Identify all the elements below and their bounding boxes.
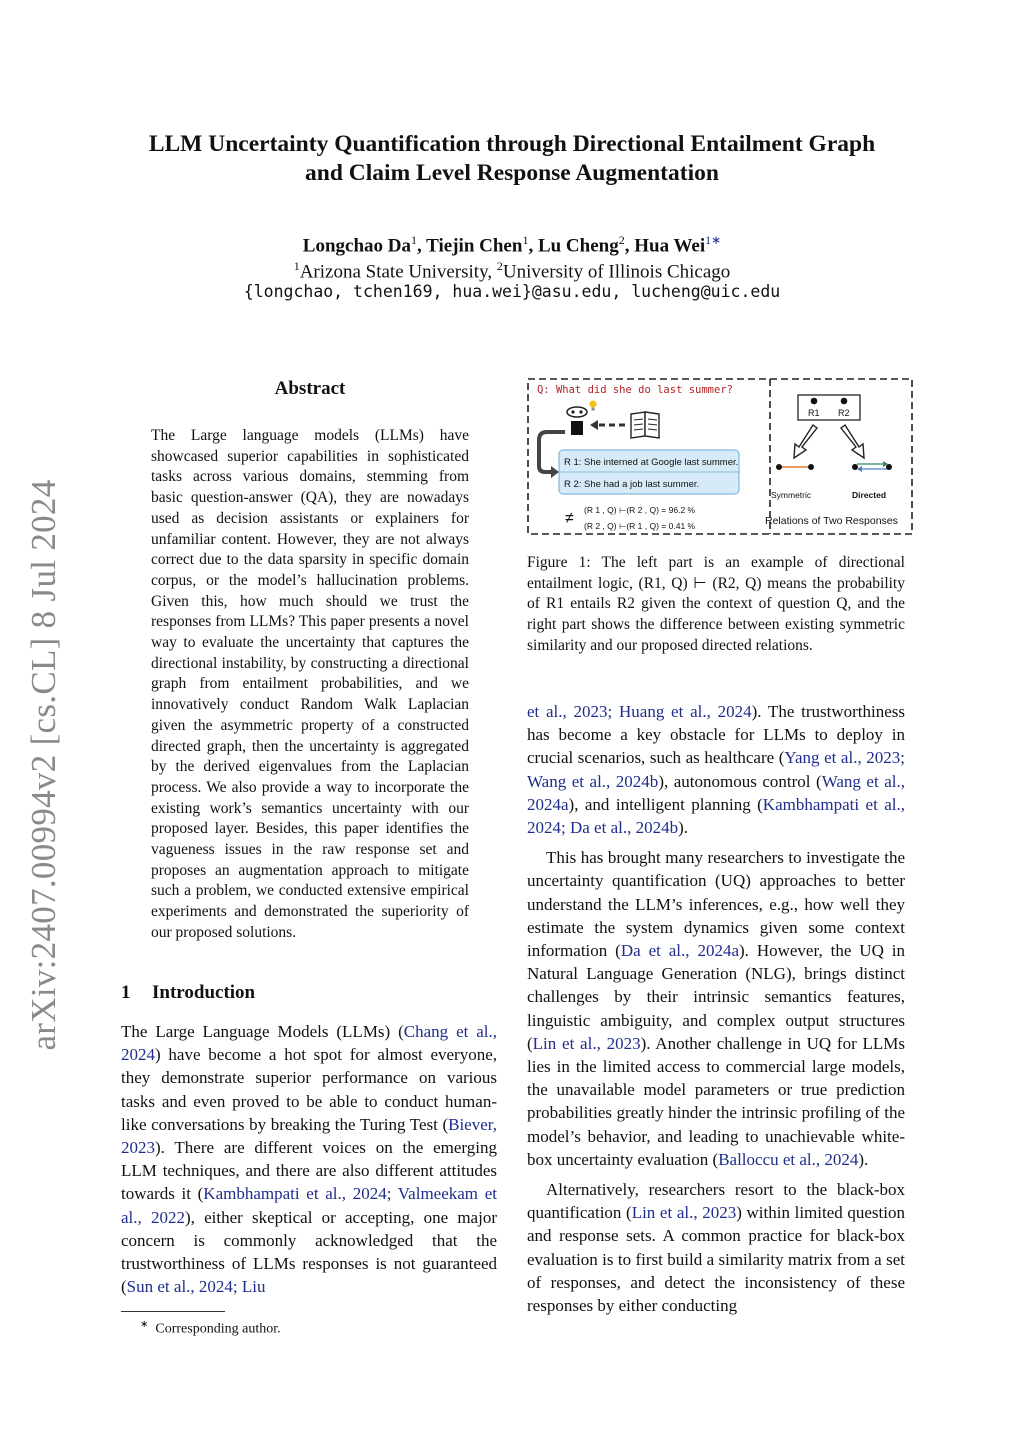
citation-link[interactable]: Kambhampati et al., 2024; Da et al., 2024b — [527, 794, 905, 838]
abstract-body: The Large language models (LLMs) have showcased superior capabilities in sophisticated tasks across various domains, stemming from basic question-answer (QA), they are nowadays used as decision assistants or explainers for unfamiliar content. However, they are not always correct due to the data sparsity in specific domain corpus, or the model’s hallucination problems. Given this, how much should we trust the responses from LLMs? This paper presents a novel way to evaluate the uncertainty that captures the directional instability, by constructing a directional graph from entailment probabilities, and we innovatively conduct Random Walk Laplacian given the asymmetric property of a constructed directed graph, then the uncertainty is aggregated by the derived eigenvalues from the Laplacian process. We also provide a way to incorporate the existing work’s semantics uncertainty with our proposed layer. Besides, this paper identifies the vagueness issues in the raw response set and proposes an augmentation approach to mitigate such a problem, we conducted extensive empirical experiments and demonstrated the superiority of our proposed solutions. — [151, 427, 469, 941]
citation-link[interactable]: et al., 2023; Huang et al., 2024 — [527, 702, 752, 721]
citation-link[interactable]: Yang et al., 2023; Wang et al., 2024b — [527, 748, 905, 791]
figure-caption: Figure 1: The left part is an example of directional entailment logic, (R1, Q) ⊢ (R2, Q) means the probability of R1 entails R2 given the context of question Q, and the right part shows the difference between existing symmetric similarity and our proposed directed relations. — [527, 554, 905, 654]
hollow-arrow-right-icon — [841, 425, 864, 458]
author-affiliation-mark: 1 — [522, 233, 529, 247]
affiliation-asu: Arizona State University, — [299, 261, 497, 283]
author-affiliation-mark: 2 — [618, 233, 625, 247]
section-title: Introduction — [152, 982, 256, 1003]
title-line-2: and Claim Level Response Augmentation — [305, 160, 719, 186]
author-affiliation-mark: 1 — [411, 233, 417, 247]
lightbulb-icon — [590, 401, 597, 411]
citation-link[interactable]: Kambhampati et al., 2024; Valmeekam et al., 2022 — [121, 1184, 497, 1227]
affiliation-mark: 2 — [496, 259, 503, 273]
intro-paragraph — [121, 1020, 497, 1298]
response-1: R 1: She interned at Google last summer. — [564, 457, 739, 468]
node-r2-label: R2 — [838, 408, 850, 418]
directed-label: Directed — [852, 490, 887, 500]
book-icon — [631, 412, 659, 438]
footnote — [140, 1316, 281, 1339]
text-run: ), either skeptical or accepting, one major concern is commonly acknowledged that the trustworthiness of LLMs responses is not guaranteed ( — [121, 1207, 497, 1297]
response-2: R 2: She had a job last summer. — [564, 479, 700, 490]
text-run: ) have become a hot spot for almost everyone, they demonstrate superior performance on various tasks and even proved to be able to conduct human-like conversations by breaking the Turing Test ( — [121, 1045, 497, 1134]
symmetric-edge — [776, 464, 814, 470]
text-run: This has brought many researchers to investigate the uncertainty quantification (UQ) approaches to better understand the LLM’s inferences, e.g., how well they estimate the system dynamics given some context information ( — [527, 848, 905, 961]
author-affiliation-mark: 1∗ — [705, 233, 722, 247]
entailment-2-to-1: (R 2 , Q) ⊢(R 1 , Q) = 0.41 % — [584, 521, 696, 531]
title-line-1: LLM Uncertainty Quantification through Directional Entailment Graph — [148, 131, 876, 157]
text-run: Alternatively, researchers resort to the black-box quantification ( — [527, 1180, 905, 1223]
citation-link[interactable]: Da et al., 2024a — [620, 941, 739, 961]
right-column-text — [527, 700, 905, 1317]
citation-link[interactable]: Chang et al., 2024 — [121, 1022, 498, 1065]
affiliation-mark: 1 — [293, 259, 300, 273]
citation-link[interactable]: Wang et al., 2024a — [527, 771, 905, 814]
text-run: ), and intelligent planning ( — [568, 794, 763, 814]
affiliation-uic: University of Illinois Chicago — [502, 261, 731, 283]
arxiv-identifier: arXiv:2407.00994v2 [cs.CL] 8 Jul 2024 — [24, 479, 63, 1051]
footnote-mark: ∗ — [140, 1319, 149, 1330]
figure-1 — [527, 378, 913, 535]
citation-link[interactable]: Lin et al., 2023 — [532, 1033, 641, 1053]
directed-edges — [852, 461, 892, 472]
citation-link[interactable]: Biever, 2023 — [121, 1114, 497, 1158]
author-name: Lu Cheng — [537, 235, 619, 257]
text-run: ), autonomous control ( — [658, 771, 822, 791]
text-run: ). Another challenge in UQ for LLMs lies in the limited access to commercial large models, the unavailable model parameters or true prediction probabilities greatly hinder the intrinsic profiling of the model’s behavior, and leading to unachievable white-box uncertainty evaluation ( — [527, 1033, 905, 1169]
dashed-arrow-icon — [590, 420, 625, 430]
author-name: Hua Wei — [634, 235, 706, 257]
citation-link[interactable]: Sun et al., 2024; Liu — [126, 1277, 266, 1297]
text-run: ). — [678, 818, 689, 838]
section-number: 1 — [121, 982, 131, 1003]
abstract-heading: Abstract — [274, 378, 346, 399]
symmetric-label: Symmetric — [771, 490, 812, 500]
author-list: Longchao Da$^1$, Tiejin Chen$^1$, Lu Cheng$^2$, Hua Wei$^{1∗}$ — [302, 233, 722, 257]
author-name: Tiejin Chen — [426, 235, 523, 257]
paragraph — [527, 1178, 905, 1317]
section-heading-introduction — [121, 981, 255, 1005]
paragraph — [527, 700, 905, 839]
author-emails: {longchao, tchen169, hua.wei}@asu.edu, lucheng@uic.edu — [243, 282, 781, 301]
hollow-arrow-left-icon — [794, 425, 817, 458]
relations-caption: Relations of Two Responses — [765, 515, 898, 527]
footnote-divider — [121, 1311, 225, 1312]
citation-link[interactable]: Lin et al., 2023 — [631, 1203, 737, 1223]
author-name: Longchao Da — [302, 235, 411, 257]
paper-title — [100, 130, 924, 188]
paragraph — [527, 846, 905, 1171]
text-run: ) within limited question and response sets. A common practice for black-box evaluation is to first build a similarity matrix from a set of responses, and detect the inconsistency of these responses by either conducting — [527, 1203, 905, 1316]
text-run: ). — [858, 1149, 869, 1169]
text-run: ). There are different voices on the emerging LLM techniques, and there are also different attitudes towards it ( — [121, 1138, 497, 1204]
entailment-1-to-2: (R 1 , Q) ⊢(R 2 , Q) = 96.2 % — [584, 505, 696, 515]
figure-question: Q: What did she do last summer? — [537, 384, 733, 396]
robot-icon — [567, 407, 587, 435]
text-run: ). The trustworthiness has become a key obstacle for LLMs to deploy in crucial scenarios, such as healthcare ( — [527, 702, 905, 768]
not-equal-sign: ≠ — [565, 510, 574, 527]
footnote-text: Corresponding author. — [155, 1321, 281, 1337]
text-run: The Large Language Models (LLMs) ( — [121, 1022, 404, 1041]
node-r1-label: R1 — [808, 408, 820, 418]
text-run: ). However, the UQ in Natural Language Generation (NLG), brings distinct challenges by their intrinsic semantics features, linguistic ambiguity, and complex output structures ( — [527, 941, 905, 1053]
citation-link[interactable]: Balloccu et al., 2024 — [718, 1149, 859, 1169]
